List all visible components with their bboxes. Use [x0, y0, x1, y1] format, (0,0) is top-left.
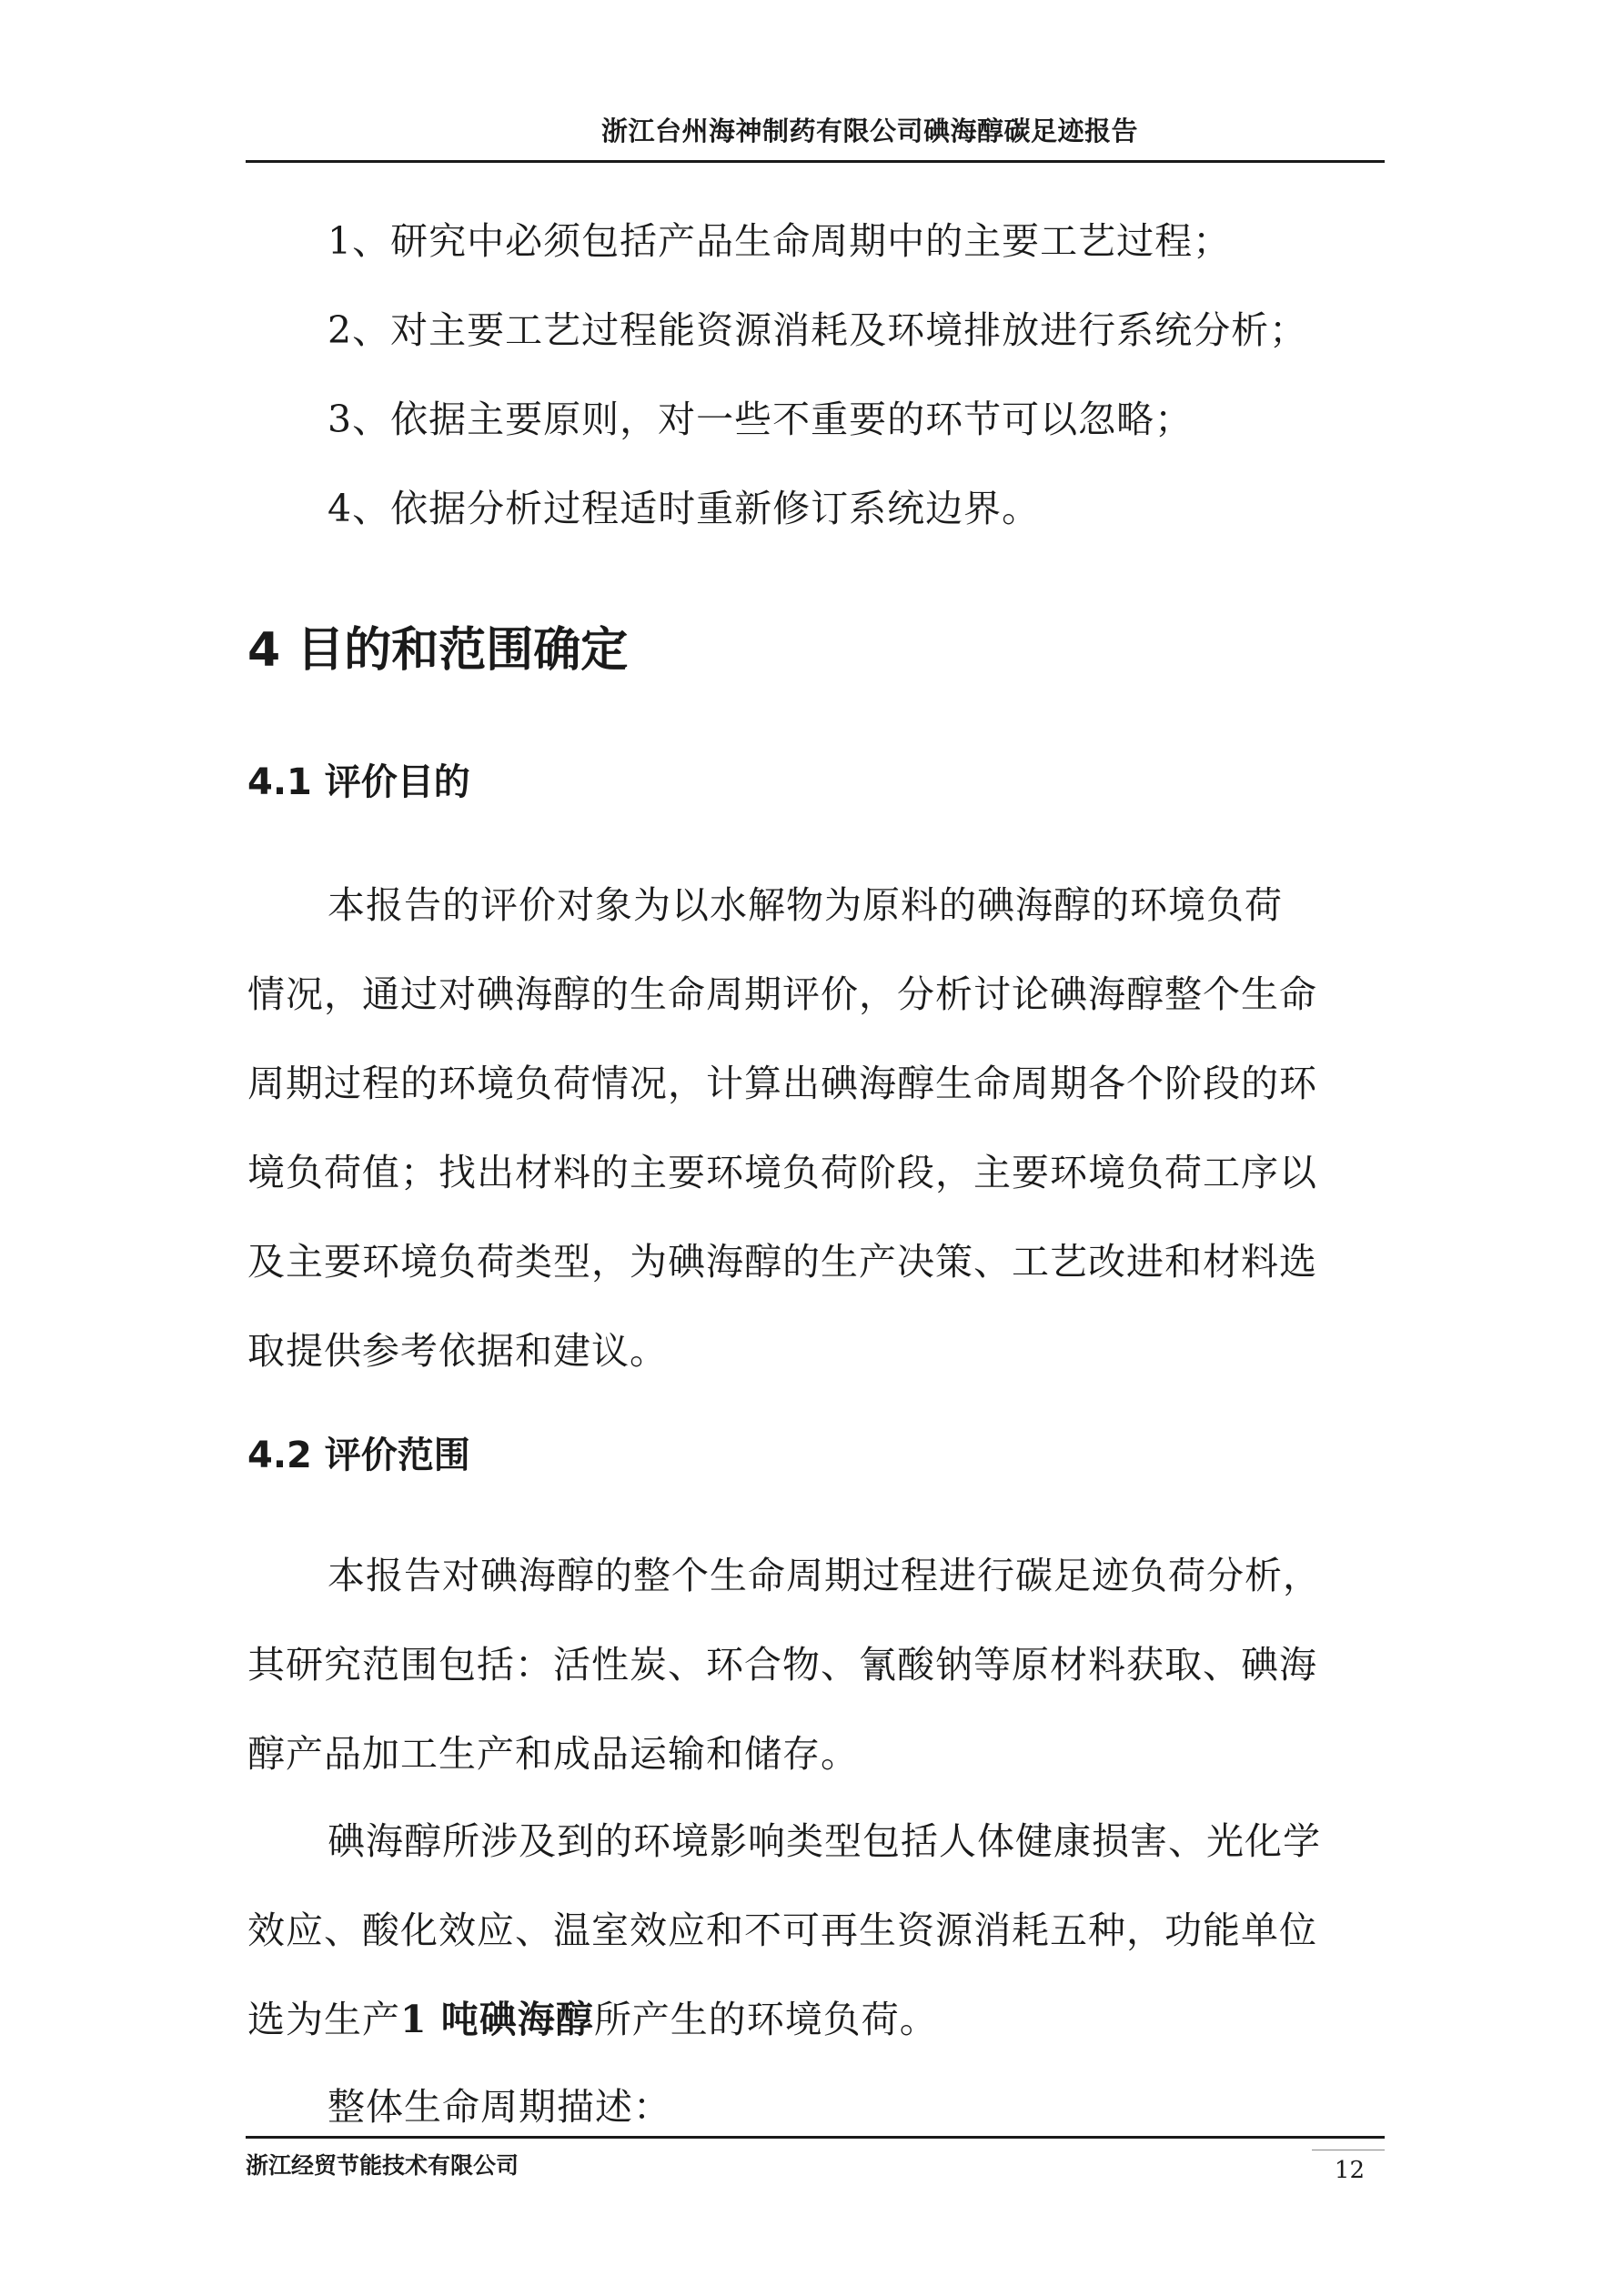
subsection-heading-4-1: 4.1 评价目的: [247, 761, 470, 803]
paragraph-4-2-scope: [247, 1531, 1385, 1798]
subsection-heading-4-2: 4.2 评价范围: [247, 1435, 470, 1476]
paragraph-line: 及主要环境负荷类型，为碘海醇的生产决策、工艺改进和材料选: [247, 1240, 1317, 1284]
paragraph-line: 其研究范围包括：活性炭、环合物、氰酸钠等原材料获取、碘海: [247, 1643, 1317, 1687]
paragraph-line: 境负荷值；找出材料的主要环境负荷阶段，主要环境负荷工序以: [247, 1151, 1317, 1194]
paragraph-4-2-impacts: [247, 1797, 1385, 2064]
paragraph-line: 碘海醇所涉及到的环境影响类型包括人体健康损害、光化学: [328, 1819, 1321, 1863]
paragraph-line-functional-unit: [247, 1975, 1385, 2064]
page-footer: [246, 2136, 1385, 2193]
list-item-4: 4、依据分析过程适时重新修订系统边界。: [328, 487, 1041, 530]
paragraph-line: 本报告的评价对象为以水解物为原料的碘海醇的环境负荷: [328, 883, 1283, 927]
paragraph-line: 效应、酸化效应、温室效应和不可再生资源消耗五种，功能单位: [247, 1908, 1317, 1952]
list-item-3: 3、依据主要原则，对一些不重要的环节可以忽略；: [328, 398, 1194, 441]
paragraph-line: 取提供参考依据和建议。: [247, 1329, 668, 1373]
paragraph-line: 醇产品加工生产和成品运输和储存。: [247, 1732, 859, 1776]
page-header: [246, 107, 1385, 163]
paragraph-4-1: [247, 861, 1385, 1395]
paragraph-line: 整体生命周期描述：: [328, 2085, 671, 2129]
page-number: 12: [1334, 2157, 1365, 2184]
functional-unit-prefix: 选为生产: [247, 1998, 400, 2041]
section-heading-4: 4 目的和范围确定: [247, 623, 629, 678]
functional-unit-suffix: 所产生的环境负荷。: [593, 1998, 938, 2041]
list-item-2: 2、对主要工艺过程能资源消耗及环境排放进行系统分析；: [328, 308, 1308, 352]
paragraph-line: 情况，通过对碘海醇的生命周期评价，分析讨论碘海醇整个生命: [247, 972, 1317, 1016]
list-item-1: 1、研究中必须包括产品生命周期中的主要工艺过程；: [328, 219, 1232, 263]
footer-company: 浙江经贸节能技术有限公司: [246, 2152, 519, 2179]
paragraph-line: 周期过程的环境负荷情况，计算出碘海醇生命周期各个阶段的环: [247, 1062, 1317, 1105]
header-title: 浙江台州海神制药有限公司碘海醇碳足迹报告: [600, 116, 1138, 146]
paragraph-line: 本报告对碘海醇的整个生命周期过程进行碳足迹负荷分析，: [328, 1554, 1321, 1597]
functional-unit-bold: 1 吨碘海醇: [400, 1998, 594, 2041]
